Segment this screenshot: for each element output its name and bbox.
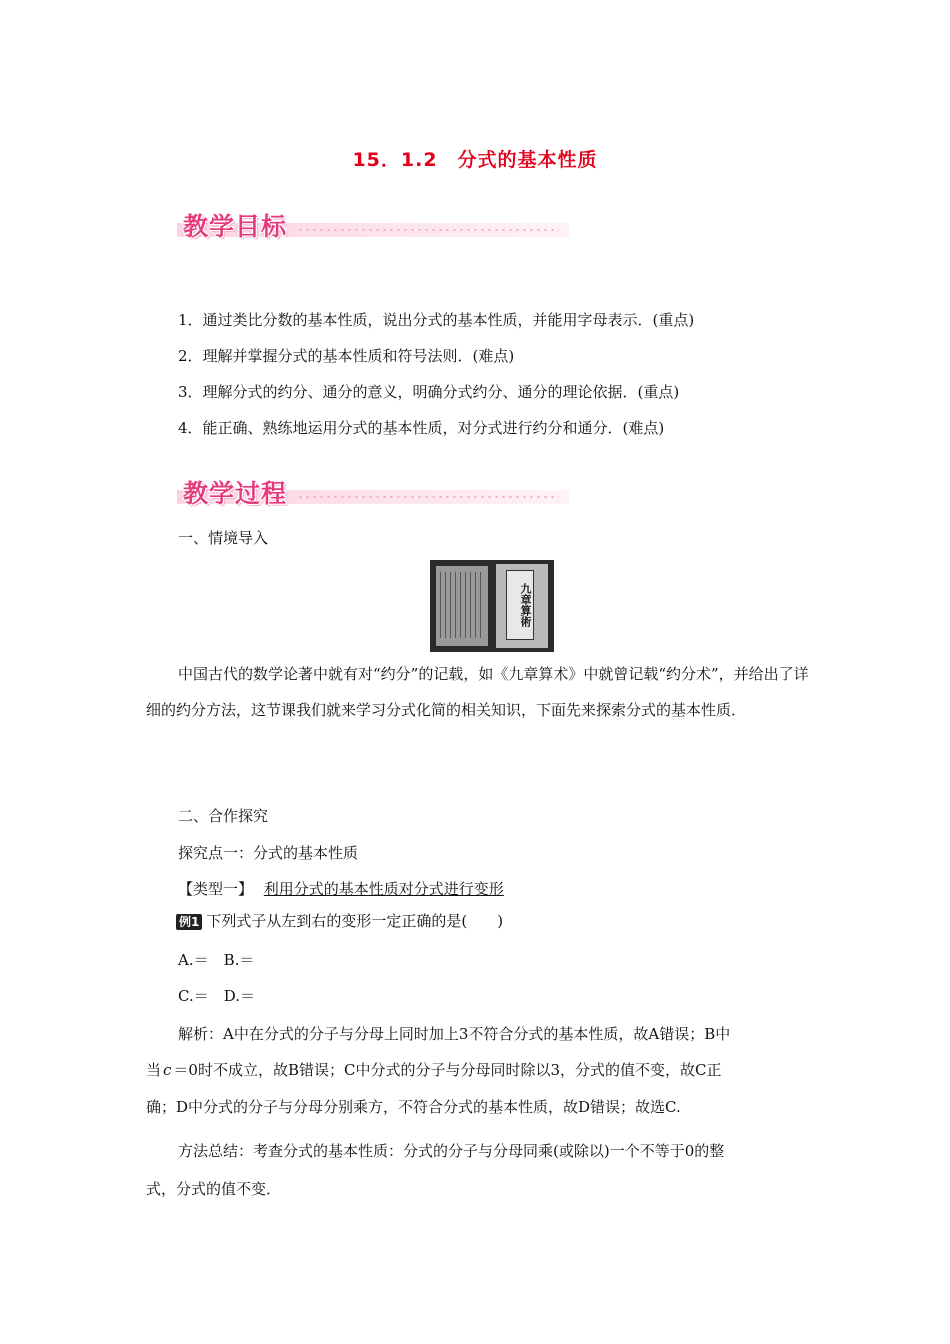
explore-point-heading: 探究点一：分式的基本性质 — [178, 844, 359, 862]
example-question-text: 下列式子从左到右的变形一定正确的是( ) — [206, 912, 504, 930]
objectives-banner — [177, 207, 569, 241]
example-question — [176, 911, 503, 931]
banner-dots — [297, 496, 559, 498]
type-label: 【类型一】 — [178, 880, 254, 898]
type-title: 利用分式的基本性质对分式进行变形 — [263, 880, 504, 898]
section-heading-intro: 一、情境导入 — [178, 529, 269, 547]
objective-item: 3．理解分式的约分、通分的意义，明确分式约分、通分的理论依据．(重点) — [178, 383, 680, 401]
intro-paragraph-text: 中国古代的数学论著中就有对“约分”的记载，如《九章算术》中就曾记载“约分术”，并给出了详细的约分方法，这节课我们就来学习分式化简的相关知识，下面先来探索分式的基本性质． — [146, 665, 809, 719]
section-heading-explore: 二、合作探究 — [178, 807, 269, 825]
book-photo — [430, 560, 554, 652]
photo-text-lines — [440, 572, 484, 638]
analysis-line: 解析：A中在分式的分子与分母上同时加上3不符合分式的基本性质，故A错误；B中 — [178, 1025, 731, 1043]
book-title-label: 九章算術 — [506, 570, 534, 640]
options-row: C.＝ D.＝ — [178, 987, 255, 1005]
objective-item: 1．通过类比分数的基本性质，说出分式的基本性质，并能用字母表示．(重点) — [178, 311, 695, 329]
options-row: A.＝ B.＝ — [178, 951, 255, 969]
analysis-text: ＝0时不成立，故B错误；C中分式的分子与分母同时除以3，分式的值不变，故C正 — [173, 1061, 722, 1079]
banner-dots — [297, 229, 559, 231]
type-heading — [178, 879, 504, 899]
process-banner — [177, 474, 569, 508]
variable-c: c — [163, 1061, 172, 1079]
intro-paragraph — [146, 656, 810, 728]
analysis-line: 确；D中分式的分子与分母分别乘方，不符合分式的基本性质，故D错误；故选C. — [146, 1098, 681, 1116]
example-tag: 例1 — [176, 914, 202, 930]
analysis-line — [146, 1060, 722, 1080]
objectives-heading: 教学目标 — [183, 212, 288, 241]
objective-item: 4．能正确、熟练地运用分式的基本性质，对分式进行约分和通分．(难点) — [178, 419, 665, 437]
summary-line: 式，分式的值不变． — [146, 1180, 282, 1198]
summary-line: 方法总结：考查分式的基本性质：分式的分子与分母同乘(或除以)一个不等于0的整 — [178, 1142, 725, 1160]
document-title: 15．1.2 分式的基本性质 — [352, 149, 598, 171]
analysis-text: 当 — [146, 1061, 162, 1079]
objective-item: 2．理解并掌握分式的基本性质和符号法则．(难点) — [178, 347, 515, 365]
process-heading: 教学过程 — [183, 479, 288, 508]
